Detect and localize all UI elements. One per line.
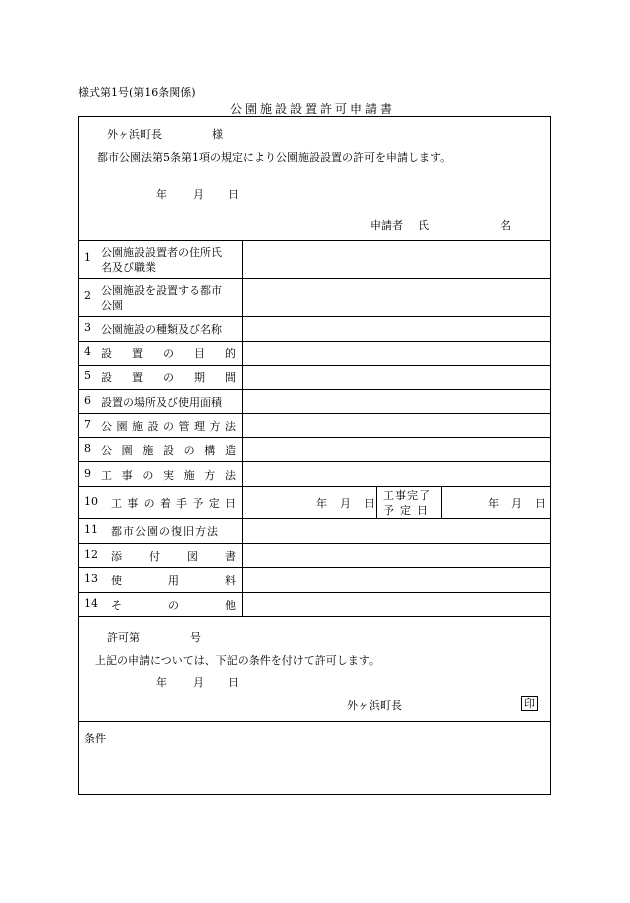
start-date-year: 年 (316, 497, 327, 510)
row-4-label: 設 置 の 目 的 (101, 347, 236, 360)
row-1-number: 1 (84, 251, 91, 264)
row-6-number: 6 (84, 394, 91, 407)
row-12-number: 12 (84, 548, 98, 561)
permit-date-day: 日 (228, 676, 239, 689)
row-3-label: 公園施設の種類及び名称 (101, 323, 222, 336)
application-date-month: 月 (193, 188, 204, 201)
permit-number-label: 許可第 (107, 631, 140, 644)
form-title: 公園施設設置許可申請書 (230, 102, 396, 116)
request-statement: 都市公園法第5条第1項の規定により公園施設設置の許可を申請します。 (97, 151, 452, 164)
applicant-label: 申請者 (370, 219, 403, 232)
row-9-number: 9 (84, 467, 91, 480)
application-date-day: 日 (228, 188, 239, 201)
row-7-number: 7 (84, 418, 91, 431)
applicant-name-mei: 名 (500, 219, 511, 232)
row-1-label-line2: 名及び職業 (101, 261, 156, 274)
row-5-label: 設 置 の 期 間 (101, 371, 236, 384)
row-4-number: 4 (84, 345, 91, 358)
application-date-year: 年 (156, 188, 167, 201)
permit-date-year: 年 (156, 676, 167, 689)
row-11-number: 11 (84, 523, 98, 536)
row-8-label: 公 園 施 設 の 構 造 (101, 444, 236, 457)
permit-date-month: 月 (193, 676, 204, 689)
completion-date-year: 年 (488, 497, 499, 510)
form-number-label: 様式第1号(第16条関係) (78, 86, 196, 99)
row-8-number: 8 (84, 442, 91, 455)
official-seal-mark: 印 (521, 696, 538, 711)
applicant-name-shi: 氏 (418, 219, 429, 232)
issuer-name: 外ヶ浜町長 (347, 699, 402, 712)
permit-number-go: 号 (190, 631, 201, 644)
row-5-number: 5 (84, 369, 91, 382)
completion-date-day: 日 (535, 497, 546, 510)
row-14-label: そ の 他 (111, 599, 236, 612)
row-11-label: 都市公園の復旧方法 (111, 525, 219, 538)
start-date-day: 日 (364, 497, 375, 510)
row-2-label-line2: 公園 (101, 299, 123, 312)
row-13-number: 13 (84, 572, 98, 585)
row-2-number: 2 (84, 289, 91, 302)
start-date-month: 月 (340, 497, 351, 510)
row-6-label: 設置の場所及び使用面積 (101, 396, 222, 409)
row-10-number: 10 (84, 495, 98, 508)
row-2-value[interactable] (243, 279, 548, 315)
row-14-number: 14 (84, 597, 98, 610)
row-9-label: 工 事 の 実 施 方 法 (101, 469, 236, 482)
row-1-label-line1: 公園施設設置者の住所氏 (101, 246, 222, 259)
row-10-label: 工 事 の 着 手 予 定 日 (111, 497, 236, 510)
row-12-label: 添 付 図 書 (111, 550, 236, 563)
row-7-label: 公 園 施 設 の 管 理 方 法 (101, 420, 236, 433)
recipient-name: 外ヶ浜町長 (107, 128, 162, 141)
row-1-value[interactable] (243, 241, 548, 277)
permit-statement: 上記の申請については、下記の条件を付けて許可します。 (95, 654, 380, 667)
row-13-label: 使 用 料 (111, 574, 236, 587)
row-2-label-line1: 公園施設を設置する都市 (101, 284, 222, 297)
completion-label-line2: 予定日 (383, 504, 434, 517)
completion-label-line1: 工事完了 (383, 489, 431, 502)
recipient-honorific: 様 (212, 128, 223, 141)
conditions-label: 条件 (84, 732, 106, 745)
row-3-number: 3 (84, 321, 91, 334)
completion-date-month: 月 (511, 497, 522, 510)
